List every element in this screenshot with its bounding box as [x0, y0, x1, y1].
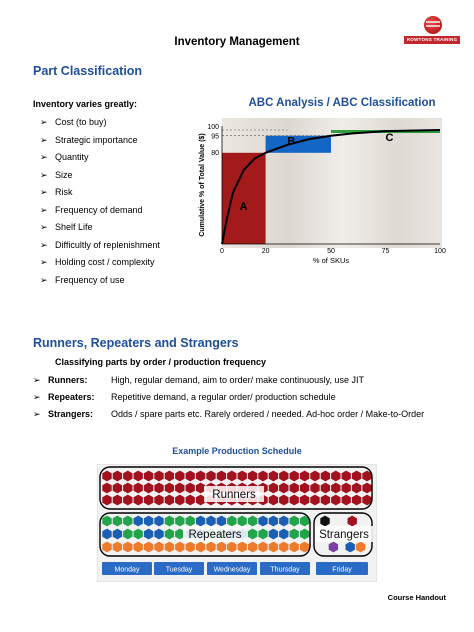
inventory-factor-item [40, 254, 160, 272]
bullet-arrow-icon: ➢ [40, 204, 48, 215]
bullet-arrow-icon: ➢ [40, 152, 48, 162]
inventory-factor-item [40, 202, 160, 220]
y-axis-label: Cumulative % of Total Value ($) [199, 133, 206, 237]
day-label: Monday [114, 566, 140, 574]
production-schedule-svg [97, 464, 377, 582]
bullet-arrow-icon: ➢ [40, 117, 48, 127]
x-axis-label: % of SKUs [312, 256, 350, 265]
rrs-term: Repeaters: [48, 392, 95, 402]
inventory-factor-label: Difficultly of replenishment [55, 239, 160, 250]
inventory-factor-label: Risk [55, 187, 73, 197]
bullet-arrow-icon: ➢ [33, 392, 41, 402]
inventory-factor-item [40, 272, 160, 290]
x-tick-label: 100 [434, 248, 446, 255]
rrs-description: Odds / spare parts etc. Rarely ordered / needed. Ad-hoc order / Make-to-Order [111, 409, 425, 419]
inventory-factor-item [40, 149, 160, 167]
rowtons-logo [404, 16, 460, 46]
bullet-arrow-icon: ➢ [33, 375, 41, 385]
rrs-heading: Runners, Repeaters and Strangers [33, 336, 239, 350]
rrs-description: Repetitive demand, a regular order/ production schedule [111, 392, 336, 402]
schedule-title: Example Production Schedule [172, 446, 302, 456]
region-label-c: C [385, 132, 394, 144]
inventory-factor-label: Shelf Life [55, 222, 93, 232]
bullet-arrow-icon: ➢ [40, 222, 48, 232]
x-tick-label: 50 [327, 248, 335, 255]
abc-chart [194, 116, 458, 270]
bullet-arrow-icon: ➢ [40, 134, 48, 145]
day-label: Friday [332, 566, 352, 574]
bullet-arrow-icon: ➢ [40, 239, 48, 250]
x-tick-label: 20 [261, 248, 270, 255]
rrs-term: Strangers: [48, 409, 94, 419]
inventory-factor-item [40, 132, 160, 150]
part-classification-heading: Part Classification [33, 64, 143, 78]
group-label-repeaters: Repeaters [188, 529, 242, 541]
bullet-arrow-icon: ➢ [40, 169, 48, 180]
bullet-arrow-icon: ➢ [40, 257, 48, 267]
inventory-factor-label: Strategic importance [55, 134, 138, 145]
rrs-list [33, 372, 463, 423]
group-label-strangers: Strangers [319, 529, 369, 541]
y-tick-label: 100 [207, 124, 219, 131]
footer-course-handout: Course Handout [387, 593, 446, 602]
inventory-factor-label: Cost (to buy) [55, 117, 107, 127]
day-label: Wednesday [213, 566, 251, 574]
day-label: Tuesday [165, 566, 193, 574]
x-tick-label: 75 [381, 248, 390, 255]
y-tick-label: 95 [211, 133, 219, 141]
x-tick-label: 0 [220, 248, 224, 255]
abc-chart-title: ABC Analysis / ABC Classification [248, 97, 436, 109]
globe-icon [424, 16, 442, 34]
group-label-runners: Runners [212, 489, 256, 501]
inventory-factor-label: Quantity [55, 152, 89, 162]
inventory-factor-item [40, 167, 160, 185]
logo-text: ROWTONS TRAINING [404, 36, 460, 44]
bullet-arrow-icon: ➢ [40, 187, 48, 197]
abc-region-a [222, 153, 266, 244]
inventory-factor-item [40, 114, 160, 132]
day-label: Thursday [270, 566, 300, 574]
production-schedule-graphic [97, 464, 377, 582]
inventory-factors-list [40, 114, 160, 289]
inventory-factor-label: Frequency of use [55, 274, 125, 285]
inventory-factor-item [40, 219, 160, 237]
rrs-item [33, 372, 463, 389]
rrs-item [33, 406, 463, 423]
bullet-arrow-icon: ➢ [40, 274, 48, 285]
region-label-b: B [287, 135, 296, 148]
inventory-intro: Inventory varies greatly: [33, 99, 138, 109]
rrs-term: Runners: [48, 375, 88, 385]
inventory-factor-label: Size [55, 169, 73, 180]
rrs-subheading: Classifying parts by order / production frequency [55, 357, 267, 367]
rrs-item [33, 389, 463, 406]
y-tick-label: 80 [211, 149, 219, 157]
bullet-arrow-icon: ➢ [33, 409, 41, 419]
inventory-factor-label: Holding cost / complexity [55, 257, 155, 267]
rrs-description: High, regular demand, aim to order/ make continuously, use JIT [111, 375, 364, 385]
inventory-factor-item [40, 184, 160, 202]
abc-chart-svg [194, 116, 458, 270]
document-title: Inventory Management [174, 36, 300, 48]
inventory-factor-label: Frequency of demand [55, 204, 143, 215]
inventory-factor-item [40, 237, 160, 255]
region-label-a: A [239, 200, 248, 213]
